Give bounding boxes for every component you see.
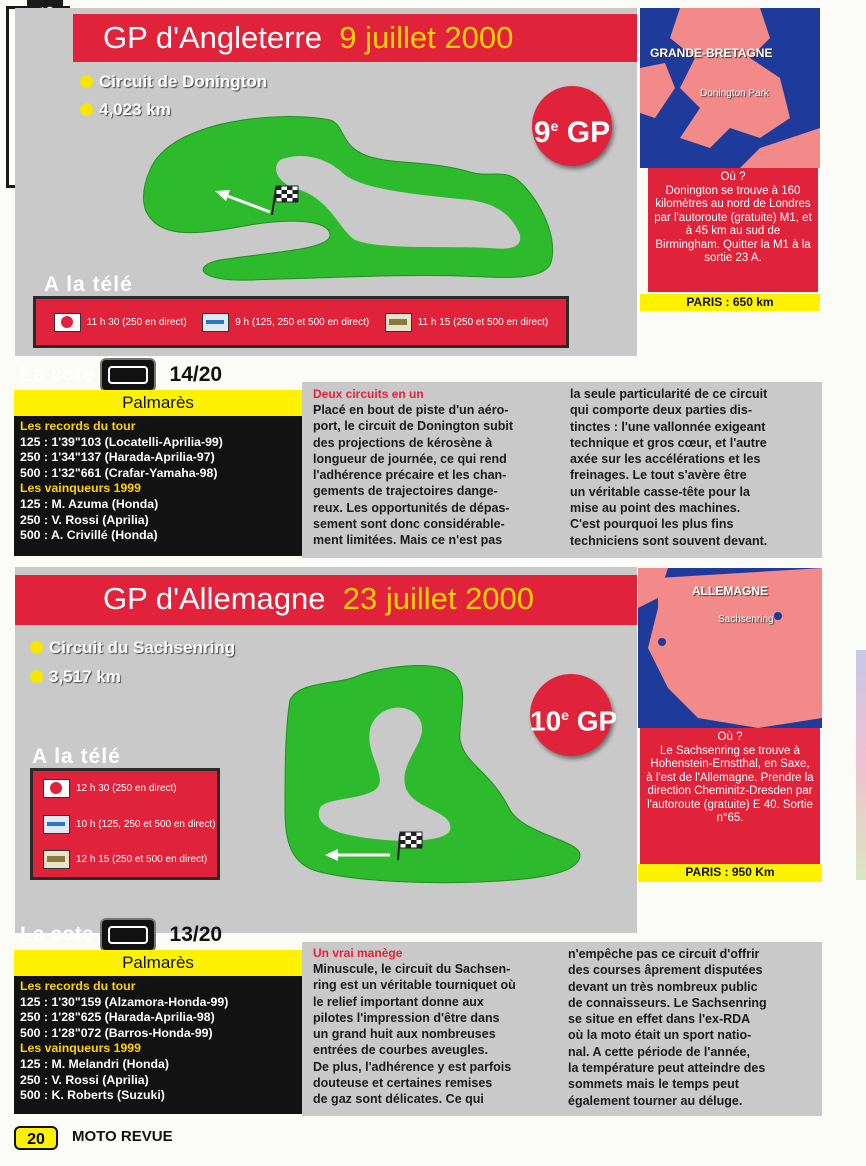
article-line: des projections de kérosène à [313, 435, 493, 450]
gp1-records-title: Les records du tour [20, 419, 136, 433]
gp2-records-title: Les records du tour [20, 979, 136, 993]
gp2-badge-number: 10 [530, 705, 562, 737]
article-line: un grand huit aux nombreuses [313, 1027, 496, 1042]
gp1-map-country: GRANDE-BRETAGNE [650, 46, 773, 60]
gp2-winner: 500 : K. Roberts (Suzuki) [20, 1088, 165, 1103]
gp2-record: 125 : 1'30"159 (Alzamora-Honda-99) [20, 994, 229, 1009]
gp1-map-place: Donington Park [700, 88, 769, 99]
article-line: entrées de courbes aveugles. [313, 1043, 489, 1058]
gp1-article-col1 [313, 402, 563, 549]
article-line: ment limitées. Mais ce n'est pas [313, 533, 503, 548]
gp1-tv-item [202, 313, 369, 332]
article-line: de connaisseurs. Le Sachsenring [568, 995, 767, 1010]
gp1-record: 500 : 1'32"661 (Crafar-Yamaha-98) [20, 465, 218, 480]
article-line: se situe en effet dans l'ex-RDA [568, 1012, 751, 1027]
article-line: techniciens sont souvent devant. [570, 533, 768, 548]
gp2-date: 23 juillet 2000 [342, 581, 535, 616]
moto-revue-logo-icon [100, 918, 156, 952]
eurosport-logo-icon [202, 313, 229, 332]
gp2-tv-item [43, 850, 207, 869]
gp1-paris-distance: PARIS : 650 km [640, 294, 820, 311]
gp1-record: 250 : 1'34"137 (Harada-Aprilia-97) [20, 450, 215, 465]
bullet-dot [30, 670, 43, 683]
gp2-tv-item [43, 815, 216, 834]
gp2-tele-title: A la télé [32, 745, 121, 768]
gp2-record: 250 : 1'28"625 (Harada-Aprilia-98) [20, 1010, 215, 1025]
gp2-badge-gp: GP [576, 705, 618, 737]
article-line: n'empêche pas ce circuit d'offrir [568, 947, 760, 961]
gp2-tv-text: 12 h 30 (250 en direct) [76, 783, 177, 794]
article-line: sommets mais le temps peut [568, 1077, 739, 1092]
gp1-ou-title: Où ? [720, 171, 746, 183]
gp1-tv-text: 9 h (125, 250 et 500 en direct) [235, 316, 370, 328]
gp1-tele-title: A la télé [44, 273, 133, 296]
gp1-badge [532, 86, 612, 166]
gp2-map-place: Sachsenring [718, 614, 774, 625]
article-line: le relief important donne aux [313, 994, 484, 1009]
gp2-ou-box [640, 728, 820, 864]
gp2-article-title: Un vrai manège [313, 946, 403, 960]
gp1-cote-score: 14/20 [169, 363, 223, 386]
gp1-tv-item [54, 313, 187, 332]
canal-logo-icon [385, 313, 412, 332]
gp1-length-value: 4,023 km [99, 100, 171, 119]
article-line: reux. Les opportunités de dépas- [313, 500, 510, 515]
gp1-cote [20, 360, 222, 390]
gp1-title-bar [73, 14, 637, 62]
gp1-badge-gp: GP [566, 116, 611, 149]
gp1-ou-text: Donington se trouve à 160 kilomètres au nord de Londres par l'autoroute (gratuite) M1, et à 45 km au sud de Birmingham. Quitter la M1 à la sortie 23 A. [654, 184, 812, 264]
gp1-circuit [80, 72, 267, 92]
gp1-tv-text: 11 h 30 (250 en direct) [86, 316, 187, 328]
gp2-winner: 125 : M. Melandri (Honda) [20, 1056, 169, 1071]
gp1-badge-number: 9 [533, 116, 551, 149]
gp1-map [640, 8, 820, 168]
gp2-palmares-body [14, 976, 302, 1114]
gp2-cote [20, 920, 222, 950]
article-line: également tourner au déluge. [568, 1093, 743, 1108]
gp1-palmares-title: Palmarès [14, 390, 302, 416]
gp1-winner: 125 : M. Azuma (Honda) [20, 496, 159, 511]
article-line: port, le circuit de Donington subit [313, 419, 513, 434]
gp2-cote-label: La cote [20, 923, 94, 946]
gp1-title: GP d'Angleterre [103, 20, 323, 55]
gp2-cote-score: 13/20 [169, 923, 223, 946]
gp2-length [30, 667, 121, 687]
gp2-map-country: ALLEMAGNE [692, 584, 768, 598]
article-line: qui comporte deux parties dis- [570, 403, 752, 418]
article-line: la seule particularité de ce circuit [570, 387, 768, 401]
gp2-tv-box [30, 768, 220, 880]
article-line: Placé en bout de piste d'un aéro- [313, 403, 509, 417]
article-line: tinctes : l'une vallonnée exigeant [570, 419, 766, 434]
gp1-record: 125 : 1'39"103 (Locatelli-Aprilia-99) [20, 434, 223, 449]
eurosport-logo-icon [43, 815, 70, 834]
bullet-dot [30, 641, 43, 654]
gp2-circuit [30, 638, 235, 658]
article-line: technique et gros cœur, et l'autre [570, 435, 767, 450]
gp1-tv-text: 11 h 15 (250 et 500 en direct) [417, 316, 549, 328]
gp2-article-col2 [568, 946, 822, 1109]
gp1-badge-sup: e [550, 118, 559, 134]
gp2-winner: 250 : V. Rossi (Aprilia) [20, 1072, 149, 1087]
bullet-dot [80, 103, 93, 116]
article-line: De plus, l'adhérence y est parfois [313, 1059, 512, 1074]
gp1-cote-label: La cote [20, 363, 94, 386]
article-line: axée sur les accélérations et les [570, 452, 761, 467]
gp2-record: 500 : 1'28"072 (Barros-Honda-99) [20, 1025, 213, 1040]
gp1-date: 9 juillet 2000 [339, 20, 514, 55]
gp2-title: GP d'Allemagne [103, 581, 326, 616]
gp2-article-col1 [313, 961, 563, 1108]
gp2-tv-item [43, 779, 207, 798]
gp2-badge-sup: e [561, 707, 569, 723]
article-line: la température peut atteindre des [568, 1061, 766, 1076]
page-number: 20 [14, 1126, 58, 1150]
article-line: longueur de journée, ce qui rend [313, 451, 507, 466]
gp2-paris-distance: PARIS : 950 Km [638, 864, 822, 882]
gp1-tv-box [33, 296, 569, 348]
gp1-track-map [130, 100, 600, 290]
article-line: un véritable casse-tête pour la [570, 484, 750, 499]
gp2-tv-text: 12 h 15 (250 et 500 en direct) [76, 854, 208, 865]
gp2-ou-text: Le Sachsenring se trouve à Hohenstein-Ernstthal, en Saxe, à l'est de l'Allemagne. Prendre la direction Cheminitz-Dresden par l'autoroute (gratuite) E 40. Sortie n°65. [646, 744, 814, 824]
article-line: nal. A cette période de l'année, [568, 1044, 750, 1059]
gp1-winners-title: Les vainqueurs 1999 [20, 481, 141, 496]
article-line: devant un très nombreux public [568, 979, 758, 994]
gp2-badge [530, 674, 618, 756]
article-line: ring est un véritable tourniquet où [313, 978, 516, 993]
gp1-tv-item [385, 313, 548, 332]
gp1-winner: 250 : V. Rossi (Aprilia) [20, 512, 149, 527]
moto-revue-logo-icon [100, 358, 156, 392]
article-line: pilotes l'impression d'être dans [313, 1010, 500, 1025]
article-line: où la moto était un sport natio- [568, 1028, 752, 1043]
article-line: de gaz sont délicates. Ce qui [313, 1092, 484, 1107]
article-line: freinages. Le tout s'avère être [570, 468, 747, 483]
gp2-tv-text: 10 h (125, 250 et 500 en direct) [76, 818, 216, 830]
article-line: mise au point des machines. [570, 501, 741, 516]
article-line: Minuscule, le circuit du Sachsen- [313, 962, 511, 976]
gp2-circuit-name: Circuit du Sachsenring [49, 638, 236, 657]
article-line: l'adhérence précaire et les chan- [313, 468, 507, 483]
gp2-palmares-title: Palmarès [14, 950, 302, 976]
gp1-article-title: Deux circuits en un [313, 387, 424, 401]
canal-logo-icon [43, 850, 70, 869]
bullet-dot [80, 75, 93, 88]
gp1-circuit-name: Circuit de Donington [99, 72, 268, 91]
gp1-ou-box [648, 168, 818, 292]
magazine-name: MOTO REVUE [72, 1128, 173, 1145]
article-line: C'est pourquoi les plus fins [570, 517, 734, 532]
tf1-logo-icon [43, 779, 70, 798]
gp2-title-bar [15, 575, 637, 625]
article-line: douteuse et certaines remises [313, 1076, 493, 1091]
article-line: sement sont donc considérable- [313, 517, 505, 532]
gp2-ou-title: Où ? [717, 731, 743, 743]
gp2-map [638, 568, 822, 728]
gp1-article-col2 [570, 386, 820, 549]
article-line: gements de trajectoires dange- [313, 484, 498, 499]
gp2-length-value: 3,517 km [49, 667, 121, 686]
gp1-winner: 500 : A. Crivillé (Honda) [20, 528, 158, 543]
gp1-palmares-body [14, 416, 302, 556]
gp2-winners-title: Les vainqueurs 1999 [20, 1041, 141, 1056]
tf1-logo-icon [54, 313, 81, 332]
page-edge-strip [856, 650, 866, 880]
article-line: des courses âprement disputées [568, 963, 763, 978]
